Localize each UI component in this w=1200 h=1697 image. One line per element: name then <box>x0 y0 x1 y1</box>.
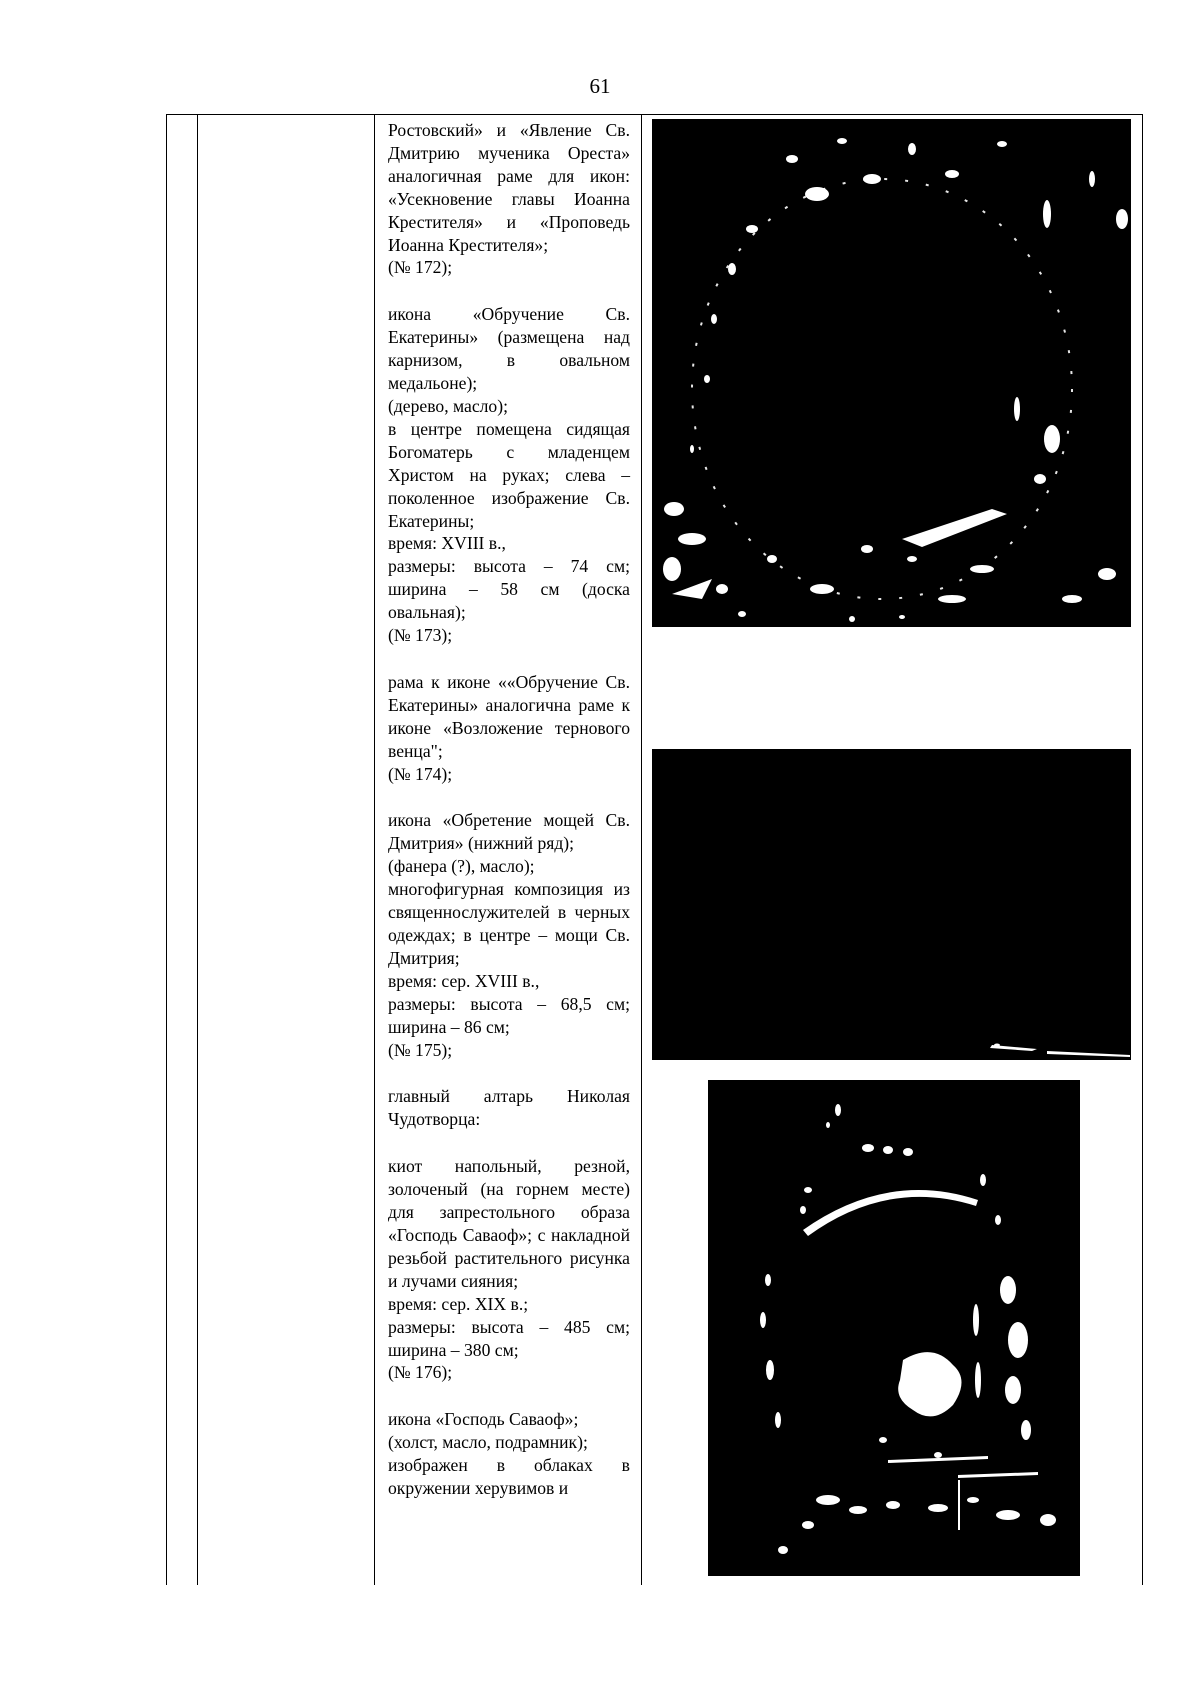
entry-174 <box>388 671 630 786</box>
entry-number: (№ 175); <box>388 1039 453 1060</box>
entry-date: время: сер. XIX в.; <box>388 1293 529 1314</box>
entry-description: изображен в облаках в окружении херувимов и <box>388 1455 630 1499</box>
entry-number: (№ 173); <box>388 625 453 646</box>
description-column <box>388 119 630 1500</box>
table-column-divider <box>197 114 198 1585</box>
section-title: главный алтарь Николая Чудотворца: <box>388 1086 630 1130</box>
entry-number: (№ 172); <box>388 257 453 278</box>
entry-175 <box>388 809 630 1061</box>
photo-dark-icon-panel <box>652 749 1131 1060</box>
photo-oval-icon-frame <box>652 119 1131 627</box>
entry-description: в центре помещена сидящая Богоматерь с младенцем Христом на руках; слева – поколенное изображение Св. Екатерины; <box>388 418 630 531</box>
entry-173 <box>388 303 630 647</box>
entry-dimensions: размеры: высота – 74 см; ширина – 58 см (доска овальная); <box>388 556 630 623</box>
entry-text: икона «Господь Саваоф»; <box>388 1409 579 1430</box>
section-heading <box>388 1085 630 1131</box>
entry-text: икона «Обретение мощей Св. Дмитрия» (нижний ряд); <box>388 810 630 854</box>
dark-panel-image <box>652 749 1131 1060</box>
table-column-divider <box>641 114 642 1585</box>
entry-number: (№ 174); <box>388 763 453 784</box>
entry-material: (холст, масло, подрамник); <box>388 1432 588 1453</box>
entry-text: икона «Обручение Св. Екатерины» (размещена над карнизом, в овальном медальоне); <box>388 304 630 394</box>
entry-material: (фанера (?), масло); <box>388 856 535 877</box>
table-column-divider <box>374 114 375 1585</box>
entry-text: рама к иконе ««Обручение Св. Екатерины» аналогична раме к иконе «Возложение тернового венца"; <box>388 671 630 761</box>
entry-date: время: XVIII в., <box>388 533 506 554</box>
page-number: 61 <box>589 74 611 98</box>
table-top-border <box>166 114 1143 115</box>
entry-text: киот напольный, резной, золоченый (на горнем месте) для запрестольного образа «Господь Саваоф»; с накладной резьбой растительного рисунка и лучами сияния; <box>388 1156 630 1291</box>
entry-177 <box>388 1408 630 1500</box>
entry-number: (№ 176); <box>388 1362 453 1383</box>
table-column-divider <box>1142 114 1143 1585</box>
entry-description: многофигурная композиция из священнослужителей в черных одеждах; в центре – мощи Св. Дмитрия; <box>388 879 630 968</box>
entry-dimensions: размеры: высота – 485 см; ширина – 380 см; <box>388 1316 630 1360</box>
entry-172 <box>388 119 630 279</box>
entry-material: (дерево, масло); <box>388 395 508 416</box>
entry-dimensions: размеры: высота – 68,5 см; ширина – 86 см; <box>388 993 630 1037</box>
oval-frame-image <box>652 119 1131 627</box>
entry-text: Ростовский» и «Явление Св. Дмитрию мученика Ореста» аналогичная раме для икон: «Усекновение главы Иоанна Крестителя» и «Проповедь Иоанна Крестителя»; <box>388 120 630 255</box>
photo-carved-altar-kiot <box>708 1080 1080 1576</box>
table-column-divider <box>166 114 167 1585</box>
altar-kiot-image <box>708 1080 1080 1576</box>
entry-176 <box>388 1155 630 1384</box>
entry-date: время: сер. XVIII в., <box>388 970 540 991</box>
